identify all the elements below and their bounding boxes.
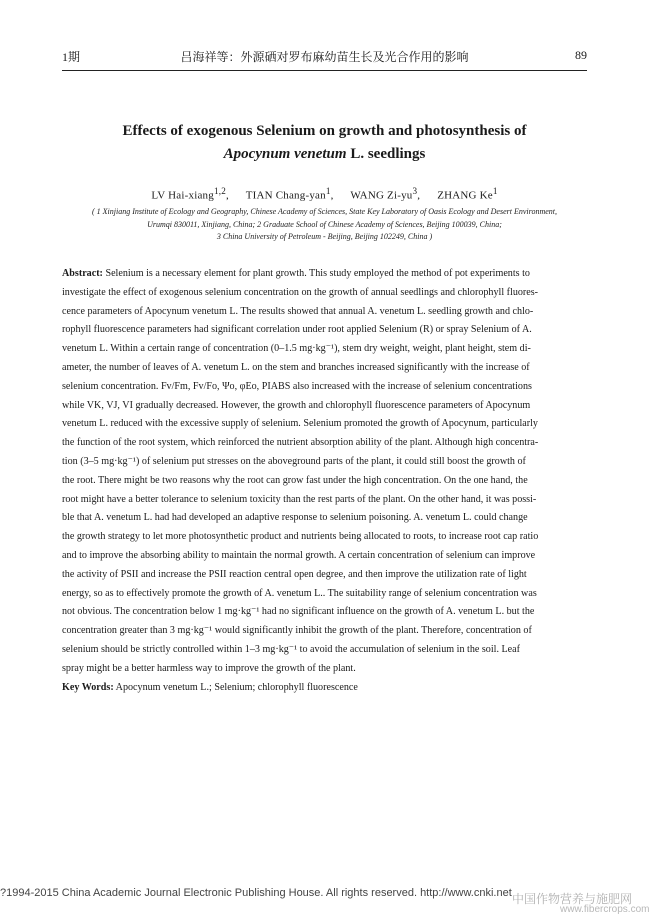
abstract-line: concentration greater than 3 mg·kg⁻¹ would significantly inhibit the growth of the plant. Therefore, concentration of	[62, 625, 532, 637]
abstract-line: tion (3–5 mg·kg⁻¹) of selenium put stresses on the aboveground parts of the plant, it could still boost the growth of	[62, 455, 526, 467]
author-list: LV Hai-xiang$^{1,2}$, TIAN Chang-yan$^1$, WANG $Zi-yu^3$, ZHANG Ke$^1$	[151, 186, 498, 202]
abstract-line: not obvious. The concentration below 1 mg·kg⁻¹ had no significant influence on the growth of A. venetum L. but the	[62, 606, 535, 618]
abstract-line: the growth strategy to let more photosynthetic product and nutrients being allocated to roots, to increase root cap ratio	[62, 531, 539, 543]
keywords-text: Apocynum venetum L.; Selenium; chlorophyll fluorescence	[113, 681, 358, 693]
abstract-line: ameter, the number of leaves of A. venetum L. on the stem and branches increased significantly with the increase of	[62, 361, 530, 373]
author-affiliation-sup: 1,2	[213, 186, 226, 196]
abstract-line: selenium should be strictly controlled within 1–3 mg·kg⁻¹ to avoid the accumulation of selenium in the soil. Leaf	[62, 643, 520, 655]
abstract-line: energy, so as to effectively promote the growth of A. venetum L.. The suitability range of selenium concentration was	[62, 587, 537, 599]
author-name: WANG Zi-yu	[350, 189, 413, 202]
affiliations	[62, 206, 587, 244]
title-line-2-rest: L. seedlings	[346, 146, 426, 162]
abstract-line: rophyll fluorescence parameters had significant correlation under root applied Selenium (R) or spray Selenium of A.	[62, 324, 532, 336]
copyright-footer: ?1994-2015 China Academic Journal Electronic Publishing House. All rights reserved. http://www.cnki.net	[0, 887, 512, 899]
title-line-2	[62, 143, 587, 166]
abstract-line: venetum L. Within a certain range of concentration (0–1.5 mg·kg⁻¹), stem dry weight, weight, plant height, stem di-	[62, 343, 531, 355]
abstract-line: root might have a better tolerance to selenium toxicity than the rest parts of the plant. On the other hand, it was possi-	[62, 493, 537, 505]
abstract-line: while VK, VJ, VI gradually decreased. However, the growth and chlorophyll fluorescence parameters of Apocynum	[62, 399, 531, 411]
paper-title	[62, 120, 587, 166]
abstract-line: ble that A. venetum L. had had developed an adaptive response to selenium poisoning. A. venetum L. could change	[62, 512, 528, 524]
author-affiliation-sup: 1	[492, 186, 498, 196]
affiliation-line: ( 1 Xinjiang Institute of Ecology and Geography, Chinese Academy of Sciences, State Key Laboratory of Oasis Ecology and Desert Environment,	[91, 207, 558, 216]
affiliation-line: 3 China University of Petroleum - Beijing, Beijing 102249, China )	[216, 232, 433, 241]
abstract-line: selenium concentration. Fv/Fm, Fv/Fo, Ψo, φEo, PIABS also increased with the increase of selenium concentrations	[62, 380, 532, 392]
abstract	[62, 265, 587, 697]
author-affiliation-sup: 3	[412, 186, 418, 196]
abstract-line: the function of the root system, which reinforced the nutrient absorption ability of the plant. Although high concentra-	[62, 437, 539, 449]
title-species: Apocynum venetum	[223, 146, 347, 162]
running-header	[62, 48, 587, 68]
abstract-label: Abstract:	[62, 268, 103, 279]
abstract-line: the activity of PSII and increase the PSII reaction central open degree, and then improve the utilization rate of light	[62, 568, 527, 580]
abstract-line: the root. There might be two reasons why the root can grow fast under the high concentration. On the one hand, the	[62, 474, 528, 486]
abstract-line: spray might be a better harmless way to improve the growth of the plant.	[62, 662, 356, 674]
abstract-line-text: Selenium is a necessary element for plant growth. This study employed the method of pot experiments to	[102, 268, 530, 279]
abstract-line: cence parameters of Apocynum venetum L. The results showed that annual A. venetum L. seedling growth and chlo-	[62, 305, 534, 317]
abstract-line: venetum L. reduced with the excessive supply of selenium. Selenium promoted the growth of Apocynum, particularly	[62, 418, 538, 430]
author-name: LV Hai-xiang	[151, 189, 214, 202]
site-watermark: 中国作物营养与施肥网	[512, 892, 633, 906]
affiliation-line: Urumqi 830011, Xinjiang, China; 2 Graduate School of Chinese Academy of Sciences, Beijing 100039, China;	[147, 219, 502, 229]
abstract-line	[62, 265, 587, 284]
author-name: ZHANG Ke	[437, 189, 493, 202]
keywords-label: Key Words:	[62, 681, 114, 693]
keywords	[62, 679, 587, 698]
abstract-line: and to improve the absorbing ability to maintain the normal growth. A certain concentration of selenium can improve	[62, 549, 536, 561]
abstract-line: investigate the effect of exogenous selenium concentration on the growth of annual seedlings and chlorophyll fluores-	[62, 286, 539, 298]
issue-number: 1期	[62, 50, 81, 64]
author-affiliation-sup: 1	[325, 186, 331, 196]
running-title: 吕海祥等：外源硒对罗布麻幼苗生长及光合作用的影响	[180, 50, 469, 64]
title-line-1: Effects of exogenous Selenium on growth and photosynthesis of	[122, 123, 527, 139]
page-number: 89	[575, 48, 587, 62]
header-rule	[62, 70, 587, 71]
author-name: TIAN Chang-yan	[245, 189, 326, 202]
watermark-url: www.fibercrops.com	[560, 904, 649, 915]
